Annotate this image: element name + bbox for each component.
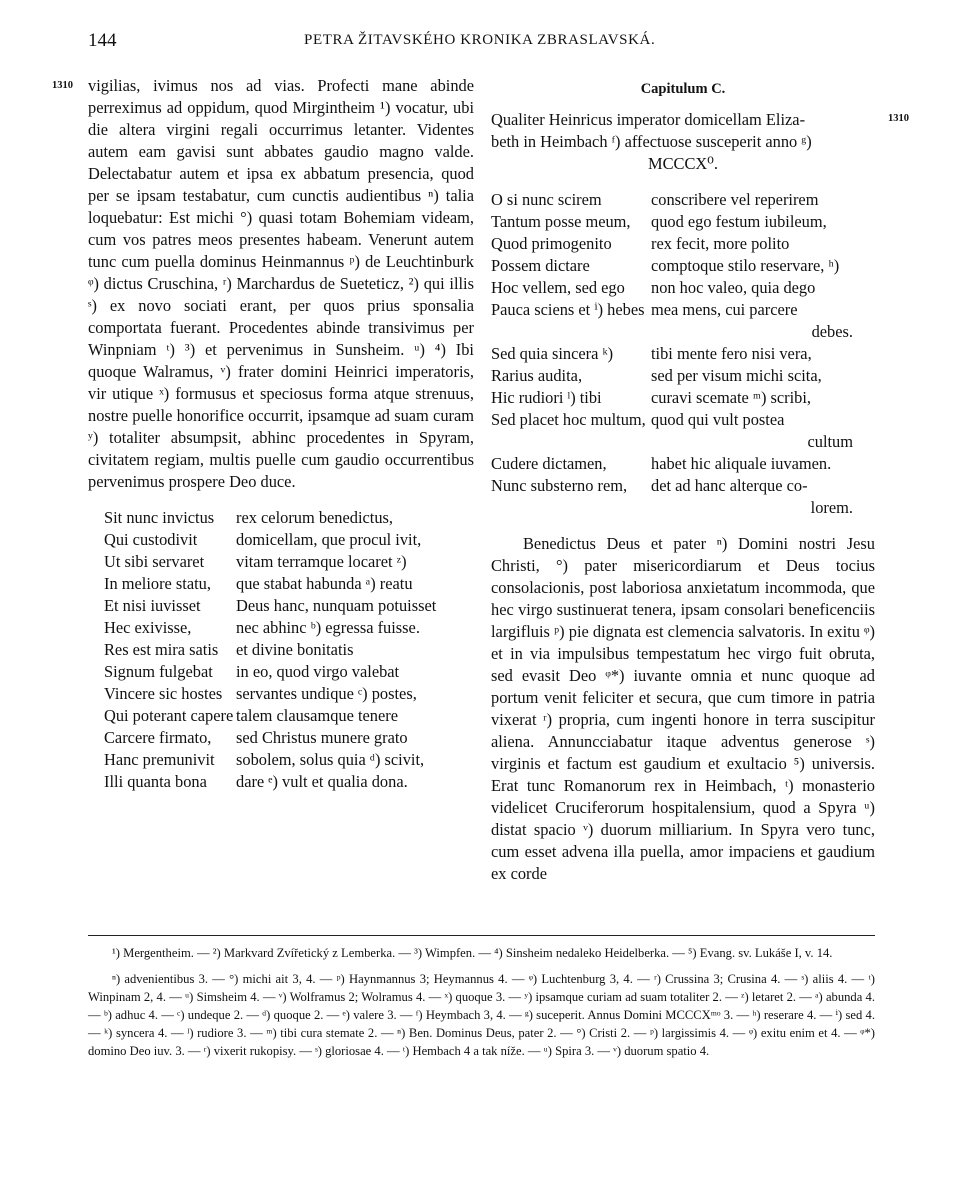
chapter-title: Capitulum C. — [640, 81, 726, 97]
verse-line — [491, 475, 875, 497]
verse-line: cultum — [807, 432, 853, 451]
verse-first-hemistich: Hanc premunivit — [104, 750, 215, 769]
verse-line — [104, 639, 474, 661]
verse-line — [104, 749, 474, 771]
verse-second-hemistich: rex celorum benedictus, — [236, 508, 394, 527]
verse-first-hemistich: Quod primogenito — [491, 234, 612, 253]
variant-notes-text: ⁿ) advenientibus 3. — °) michi ait 3, 4. — ᵖ) Haynmannus 3; Heymannus 4. — ᵠ) Luchtenburg 3, 4. — ʳ) Crussina 3; Crusina 4. — ˢ) aliis 4. — ᵗ) Winpinam 2, 4. — ᵘ) Simsheim 4. — ᵛ) Wolframus 2; Wolramus 4. — ˣ) quoque 3. — ʸ) ipsamque curiam ad suam totaliter 2. — ᶻ) letaret 2. — ᵃ) abunda 4. — ᵇ) adhuc 4. — ᶜ) undeque 2. — ᵈ) quoque 2. — ᵉ) valere 3. — ᶠ) Heymbach 3, 4. — ᵍ) suceperit. Annus Domini MCCCXᵐᵒ 3. — ʰ) reserare 4. — ⁱ) sed 4. — ᵏ) syncera 4. — ˡ) rudiore 3. — ᵐ) tibi cura stemate 2. — ⁿ) Ben. Dominus Deus, pater 2. — °) Cristi 2. — ᵖ) largissimis 4. — ᵠ) exitu enim et 4. — ᵠ*) domino Deo iuv. 3. — ʳ) vixerit rukopisy. — ˢ) gloriosae 4. — ᵗ) Hembach 4 a tak níže. — ᵘ) Spira 3. — ᵛ) duorum spatio 4. — [88, 972, 875, 1058]
verse-first-hemistich: Sed placet hoc multum, — [491, 410, 646, 429]
verse-line — [491, 211, 875, 233]
verse-first-hemistich: In meliore statu, — [104, 574, 211, 593]
page-number: 144 — [88, 30, 117, 51]
verse-first-hemistich: Res est mira satis — [104, 640, 219, 659]
right-prose: Benedictus Deus et pater ⁿ) Domini nostri Jesu Christi, °) pater misericordiarum et Deus tocius consolacionis, post laboriosa anxietatum incommoda, que hec virgo sustinuerat tenera, ipsam consolari beneficenciis largifluis ᵖ) pie dignata est clemencia salvatoris. In exitu ᵠ) et in via impulsibus tempestatum hec virgo fuit obruta, sed evasit Deo ᵠ*) iuvante omnia et nunc quoque ad portum venit feliciter et secura, que cum timore in patria vixerat ʳ) propria, cum ingenti honore in terra suscipitur aliena. Annuncciabatur itaque adventus generose ˢ) virginis et factum est gaudium et exultacio ⁵) universis. Erat tunc Romanorum rex in Heimbach, ᵗ) monasterio videlicet Cruciferorum hospitalensium, quod a Spyra ᵘ) distat spacio ᵛ) duorum milliarium. In Spyra vero tunc, cum esset advena illa puella, amor impaciens et gaudium ex corde — [491, 534, 875, 883]
verse-first-hemistich: Rarius audita, — [491, 366, 583, 385]
verse-line — [491, 233, 875, 255]
verse-second-hemistich: et divine bonitatis — [236, 640, 354, 659]
verse-line — [104, 683, 474, 705]
verse-second-hemistich: rex fecit, more polito — [651, 234, 790, 253]
verse-line — [491, 343, 875, 365]
verse-line — [104, 617, 474, 639]
verse-first-hemistich: Qui custodivit — [104, 530, 198, 549]
margin-year-left: 1310 — [52, 80, 73, 91]
verse-second-hemistich: tibi mente fero nisi vera, — [651, 344, 812, 363]
verse-first-hemistich: Possem dictare — [491, 256, 590, 275]
verse-second-hemistich: det ad hanc alterque co- — [651, 476, 808, 495]
verse-second-hemistich: in eo, quod virgo valebat — [236, 662, 400, 681]
left-column — [88, 75, 474, 793]
left-prose: vigilias, ivimus nos ad vias. Profecti mane abinde perreximus ad oppidum, quod Mirgintheim ¹) vocatur, ubi die altera virgini regali occurrimus letanter. Videntes autem eam gavisi sunt abbates gaudio magno valde. Delectabatur autem et ipsa ex abbatum presencia, quod per se ipsam testabatur, cum cunctis audientibus ⁿ) talia loquebatur: Est michi °) quasi totam Bohemiam videam, cum vos patres meos presentes habeam. Venerunt autem tunc cum puella dominus Heinmannus ᵖ) de Leuchtinburk ᵠ) dictus Cruschina, ʳ) Marchardus de Sueteticz, ²) qui illis ˢ) ex novo sociati erant, per quos prius sponsalia comportata fuerant. Procedentes abinde transivimus per Winpniam ᵗ) ³) et pervenimus in Sunsheim. ᵘ) ⁴) Ibi quoque Walramus, ᵛ) frater domini Heinrici imperatoris, vir utique ˣ) formusus et speciosus forma atque strenuus, nostre puelle honorifice occurrit, ipsamque ad suam curam ʸ) totaliter absumpsit, abhinc procedentes in Spyram, civitatem regiam, multis puelle cum gaudio occurrentibus pervenimus prospere Deo duce. — [88, 76, 474, 491]
verse-line — [104, 727, 474, 749]
chapter-summary — [491, 109, 875, 175]
variant-notes — [88, 970, 875, 1060]
verse-first-hemistich: Tantum posse meum, — [491, 212, 631, 231]
verse-line — [104, 529, 474, 551]
verse-second-hemistich: vitam terramque locaret ᶻ) — [236, 552, 407, 571]
verse-first-hemistich: Sit nunc invictus — [104, 508, 215, 527]
verse-line — [491, 453, 875, 475]
verse-line — [491, 387, 875, 409]
verse-second-hemistich: sed per visum michi scita, — [651, 366, 822, 385]
footnote-separator — [88, 935, 875, 936]
left-verse — [88, 507, 474, 793]
running-title: PETRA ŽITAVSKÉHO KRONIKA ZBRASLAVSKÁ. — [304, 32, 656, 48]
verse-first-hemistich: O si nunc scirem — [491, 190, 602, 209]
verse-first-hemistich: Hic rudiori ˡ) tibi — [491, 388, 602, 407]
chapter-summary-line: Qualiter Heinricus imperator domicellam Eliza- — [491, 110, 806, 129]
verse-first-hemistich: Illi quanta bona — [104, 772, 207, 791]
verse-second-hemistich: nec abhinc ᵇ) egressa fuisse. — [236, 618, 420, 637]
footnotes — [88, 944, 875, 1068]
verse-second-hemistich: comptoque stilo reservare, ʰ) — [651, 256, 840, 275]
verse-first-hemistich: Et nisi iuvisset — [104, 596, 201, 615]
verse-second-hemistich: que stabat habunda ᵃ) reatu — [236, 574, 413, 593]
verse-line — [104, 551, 474, 573]
verse-line — [104, 595, 474, 617]
verse-second-hemistich: curavi scemate ᵐ) scribi, — [651, 388, 812, 407]
verse-second-hemistich: habet hic aliquale iuvamen. — [651, 454, 832, 473]
verse-first-hemistich: Ut sibi servaret — [104, 552, 205, 571]
verse-line: lorem. — [810, 498, 853, 517]
verse-first-hemistich: Carcere firmato, — [104, 728, 212, 747]
verse-line — [491, 365, 875, 387]
verse-first-hemistich: Sed quia sincera ᵏ) — [491, 344, 614, 363]
verse-first-hemistich: Nunc substerno rem, — [491, 476, 628, 495]
verse-second-hemistich: servantes undique ᶜ) postes, — [236, 684, 417, 703]
editorial-notes-text: ¹) Mergentheim. — ²) Markvard Zvířetický z Lemberka. — ³) Wimpfen. — ⁴) Sinsheim nedaleko Heidelberka. — ⁵) Evang. sv. Lukáše I, v. 14. — [112, 946, 833, 960]
chapter-summary-line: MCCCX⁰. — [648, 154, 718, 173]
verse-line — [491, 299, 875, 321]
verse-line — [104, 661, 474, 683]
verse-first-hemistich: Cudere dictamen, — [491, 454, 607, 473]
verse-line — [491, 409, 875, 431]
verse-line — [104, 573, 474, 595]
verse-second-hemistich: sobolem, solus quia ᵈ) scivit, — [236, 750, 425, 769]
verse-second-hemistich: talem clausamque tenere — [236, 706, 399, 725]
verse-second-hemistich: quod qui vult postea — [651, 410, 785, 429]
verse-first-hemistich: Hoc vellem, sed ego — [491, 278, 625, 297]
verse-second-hemistich: quod ego festum iubileum, — [651, 212, 827, 231]
verse-line — [491, 189, 875, 211]
chapter-summary-line: beth in Heimbach ᶠ) affectuose susceperit anno ᵍ) — [491, 132, 812, 151]
verse-first-hemistich: Pauca sciens et ⁱ) hebes — [491, 300, 645, 319]
verse-line — [104, 771, 474, 793]
verse-line — [104, 507, 474, 529]
verse-line: debes. — [811, 322, 853, 341]
verse-second-hemistich: mea mens, cui parcere — [651, 300, 798, 319]
verse-second-hemistich: non hoc valeo, quia dego — [651, 278, 816, 297]
margin-year-right: 1310 — [888, 113, 909, 124]
editorial-notes — [88, 944, 875, 962]
verse-first-hemistich: Vincere sic hostes — [104, 684, 223, 703]
verse-second-hemistich: domicellam, que procul ivit, — [236, 530, 422, 549]
verse-first-hemistich: Qui poterant capere — [104, 706, 234, 725]
right-verse — [491, 189, 875, 519]
verse-first-hemistich: Signum fulgebat — [104, 662, 213, 681]
verse-second-hemistich: conscribere vel reperirem — [651, 190, 819, 209]
right-column — [491, 75, 875, 885]
verse-line — [491, 255, 875, 277]
verse-second-hemistich: dare ᵉ) vult et qualia dona. — [236, 772, 408, 791]
verse-second-hemistich: sed Christus munere grato — [236, 728, 408, 747]
verse-line — [104, 705, 474, 727]
verse-second-hemistich: Deus hanc, nunquam potuisset — [236, 596, 437, 615]
verse-line — [491, 277, 875, 299]
verse-first-hemistich: Hec exivisse, — [104, 618, 192, 637]
